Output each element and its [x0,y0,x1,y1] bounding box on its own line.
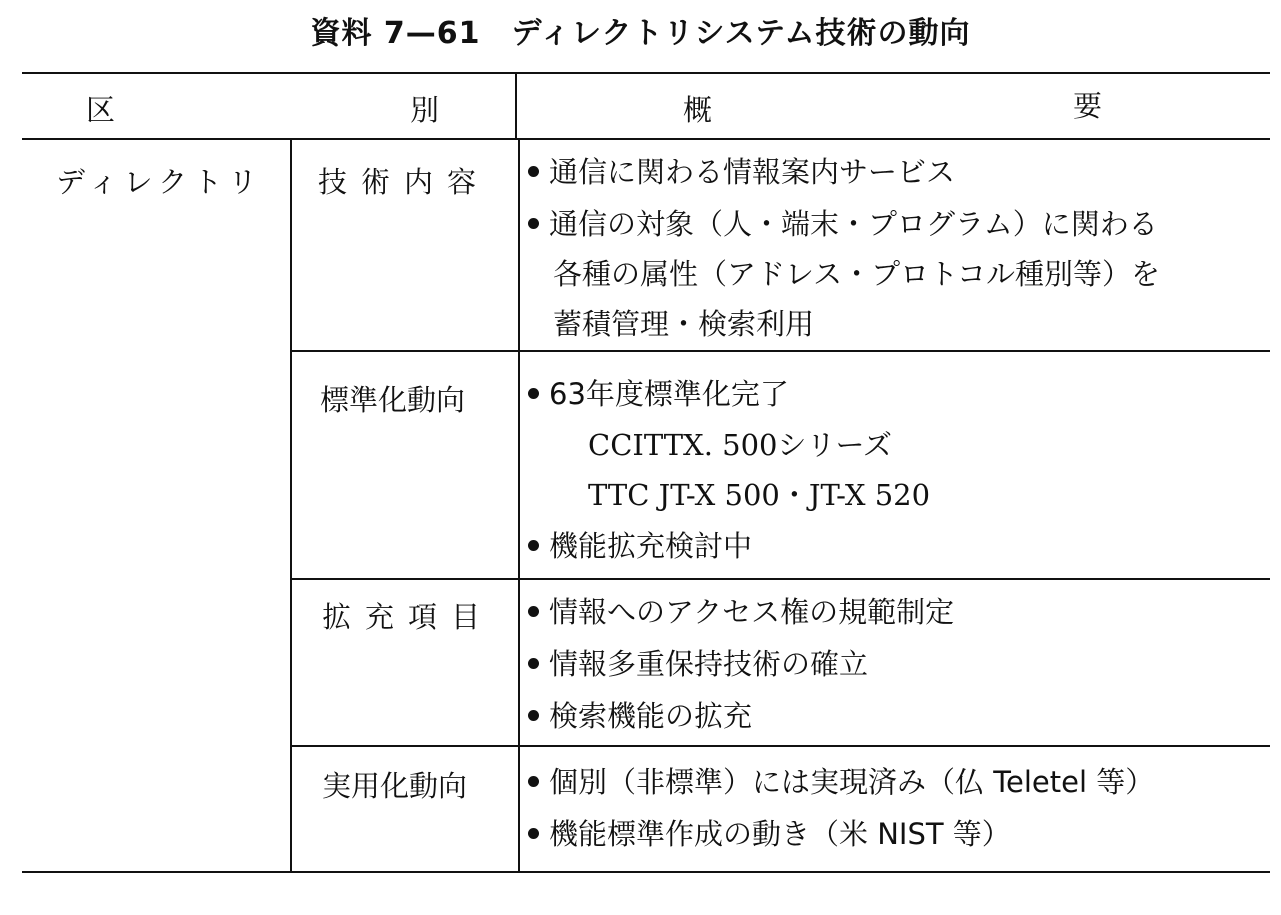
bullet-icon [528,540,539,551]
list-item-text: 通信の対象（人・端末・プログラム）に関わる [549,207,1158,241]
list-item [528,372,789,413]
bullet-icon [528,218,539,229]
header-col2-char1: 概 [683,93,713,127]
list-item [528,642,868,683]
category-label: ディレクトリ [56,165,264,199]
bullet-icon [528,658,539,669]
list-item [528,694,752,735]
list-item-text: 通信に関わる情報案内サービス [549,155,956,189]
bullet-icon [528,166,539,177]
list-item-text: 63年度標準化完了 [549,377,789,411]
row-label-extension: 拡充項目 [322,600,495,634]
list-item-text: 情報へのアクセス権の規範制定 [549,595,955,629]
header-col1-char2: 別 [410,93,440,127]
list-item [528,150,955,191]
list-item-text: 機能標準作成の動き（米 NIST 等） [549,817,1011,851]
bullet-icon [528,828,539,839]
bullet-icon [528,776,539,787]
list-item-indented: TTC JT-X 500・JT-X 520 [588,478,931,512]
row-divider-2 [292,578,1270,580]
bullet-icon [528,606,539,617]
row-label-standardization: 標準化動向 [320,383,466,417]
list-item [528,202,1158,243]
list-item-text: 検索機能の拡充 [549,699,753,733]
table-bottom-rule [22,871,1270,873]
row-divider-3 [292,745,1270,747]
list-item [528,590,954,631]
table-top-rule [22,72,1270,74]
header-bottom-rule [22,138,1270,140]
list-item-text: 情報多重保持技術の確立 [549,647,869,681]
list-item-continuation: 各種の属性（アドレス・プロトコル種別等）を [553,257,1160,291]
bullet-icon [528,710,539,721]
header-col2-char2: 要 [1073,89,1103,123]
label-column-divider [518,138,520,871]
list-item [528,812,1011,853]
row-label-practical: 実用化動向 [322,769,468,803]
list-item-continuation: 蓄積管理・検索利用 [553,307,815,341]
header-col1-char1: 区 [86,93,116,127]
list-item [528,760,1154,801]
row-label-technology: 技術内容 [318,165,491,199]
list-item-text: 個別（非標準）には実現済み（仏 Teletel 等） [549,765,1155,799]
header-column-divider [515,72,517,140]
list-item-text: 機能拡充検討中 [549,529,753,563]
list-item-indented: CCITTX. 500シリーズ [588,428,893,462]
row-divider-1 [292,350,1270,352]
category-column-divider [290,138,292,871]
document-title: 資料 7—61 ディレクトリシステム技術の動向 [310,16,971,51]
bullet-icon [528,388,539,399]
list-item [528,524,752,565]
